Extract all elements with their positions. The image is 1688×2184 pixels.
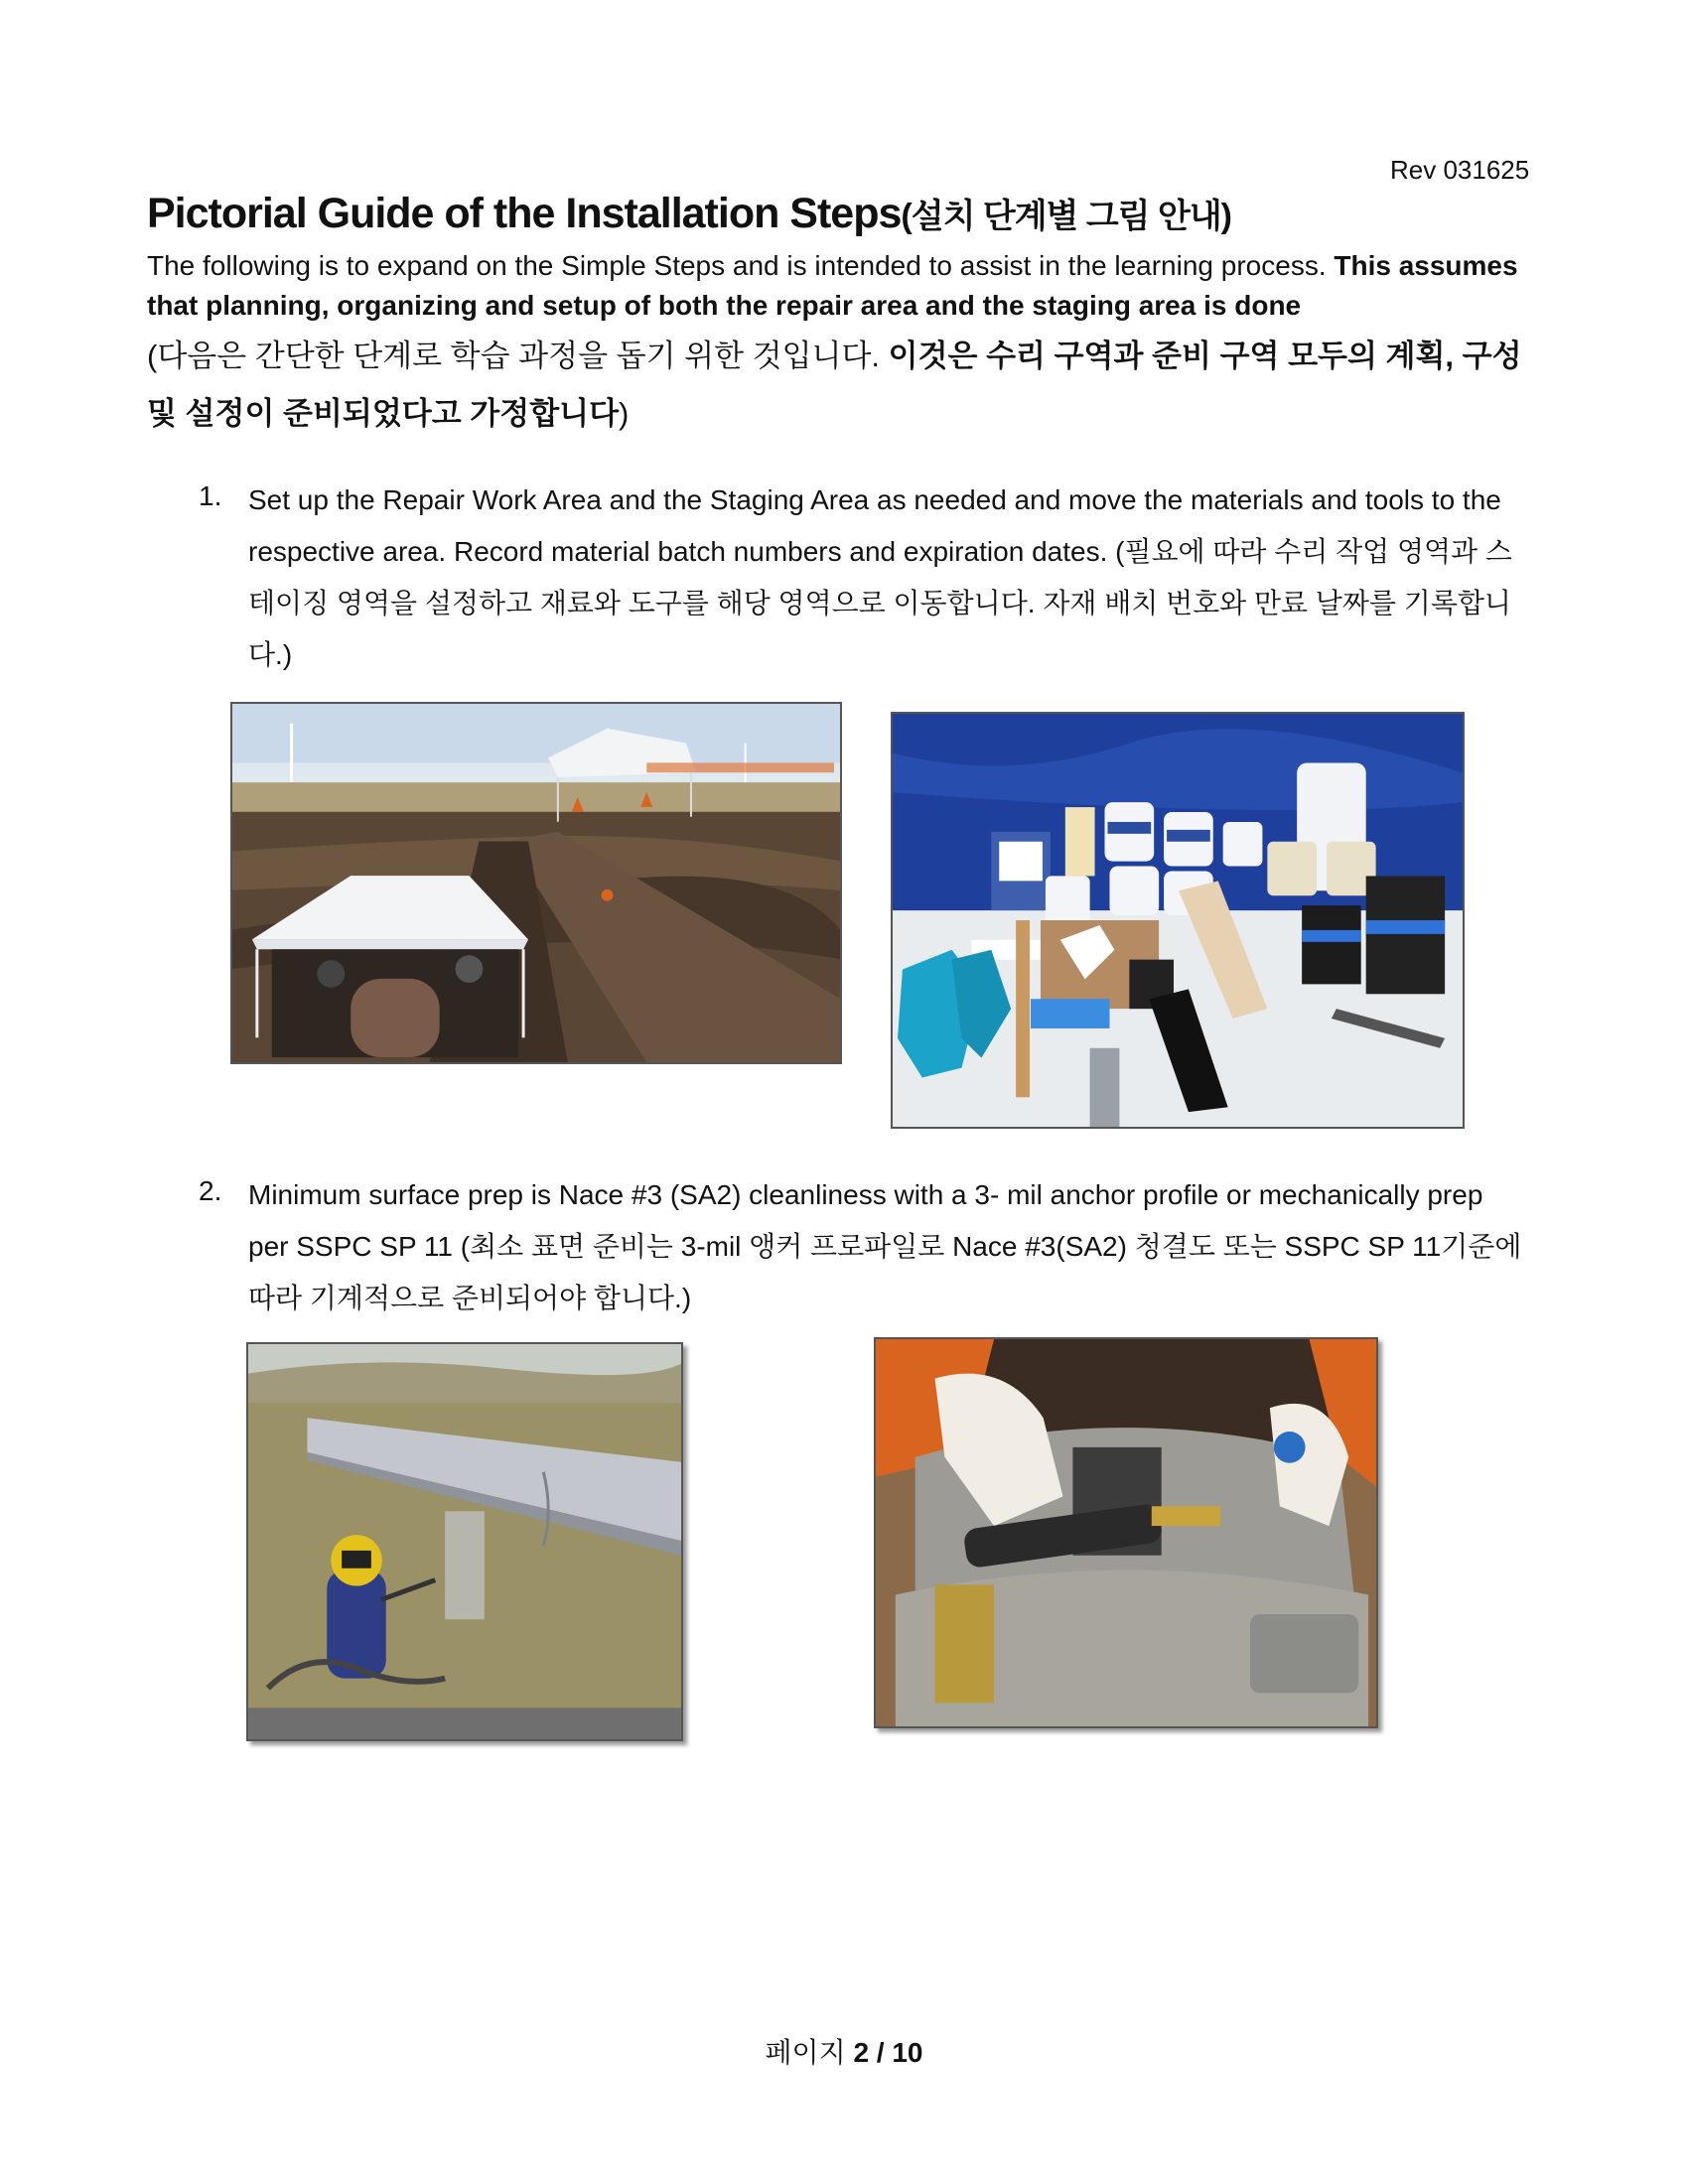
page-title [147,189,1231,238]
intro-text: The following is to expand on the Simple Steps and is intended to assist in the learning process. [147,250,1335,281]
step-2-text: Minimum surface prep is Nace #3 (SA2) cleanliness with a 3- mil anchor profile or mechanically prep per SSPC SP 11 (최소 표면 준비는 3-mil 앵커 프로파일로 Nace #3(SA2) 청결도 또는 SSPC SP 11기준에 따라 기계적으로 준비되어야 합니다.) [248,1179,1522,1313]
repair-site-illustration [232,704,840,1062]
repair-site-photo [230,702,842,1064]
page-label: 페이지 [765,2037,854,2068]
intro-paragraph [147,246,1537,326]
title-english: Pictorial Guide of the Installation Steps [147,190,902,237]
intro-ko-bold: 이것은 수리 구역과 준비 구역 모두의 계획, 구성 및 설정이 준비되었다고 가정합니다 [147,339,1522,431]
step-2-number: 2. [199,1175,222,1206]
title-korean: (설치 단계별 그림 안내) [901,198,1231,235]
revision-label: Rev 031625 [1390,155,1530,185]
step-1-number: 1. [199,480,222,511]
intro-text-bold: This assumes that planning, organizing and setup of both the repair area and the staging area is done [147,250,1518,321]
materials-kit-photo [891,712,1465,1129]
intro-ko-text: (다음은 간단한 단계로 학습 과정을 돕기 위한 것입니다. [147,339,889,373]
materials-kit-illustration [893,714,1463,1127]
abrasive-blasting-illustration [248,1344,681,1739]
intro-ko-end: ) [619,396,630,431]
page-footer [0,2031,1688,2071]
abrasive-blasting-photo [246,1342,683,1741]
mechanical-prep-illustration [876,1339,1376,1726]
page-number: 2 / 10 [853,2037,923,2068]
step-1-text: Set up the Repair Work Area and the Staging Area as needed and move the materials and tools to the respective area. Record material batch numbers and expiration dates. (필요에 따라 수리 작업 영역과 스테이징 영역을 설정하고 재료와 도구를 해당 영역으로 이동합니다. 자재 배치 번호와 만료 날짜를 기록합니다.) [248,484,1512,670]
intro-paragraph-korean [147,328,1537,443]
mechanical-prep-photo [874,1337,1378,1728]
